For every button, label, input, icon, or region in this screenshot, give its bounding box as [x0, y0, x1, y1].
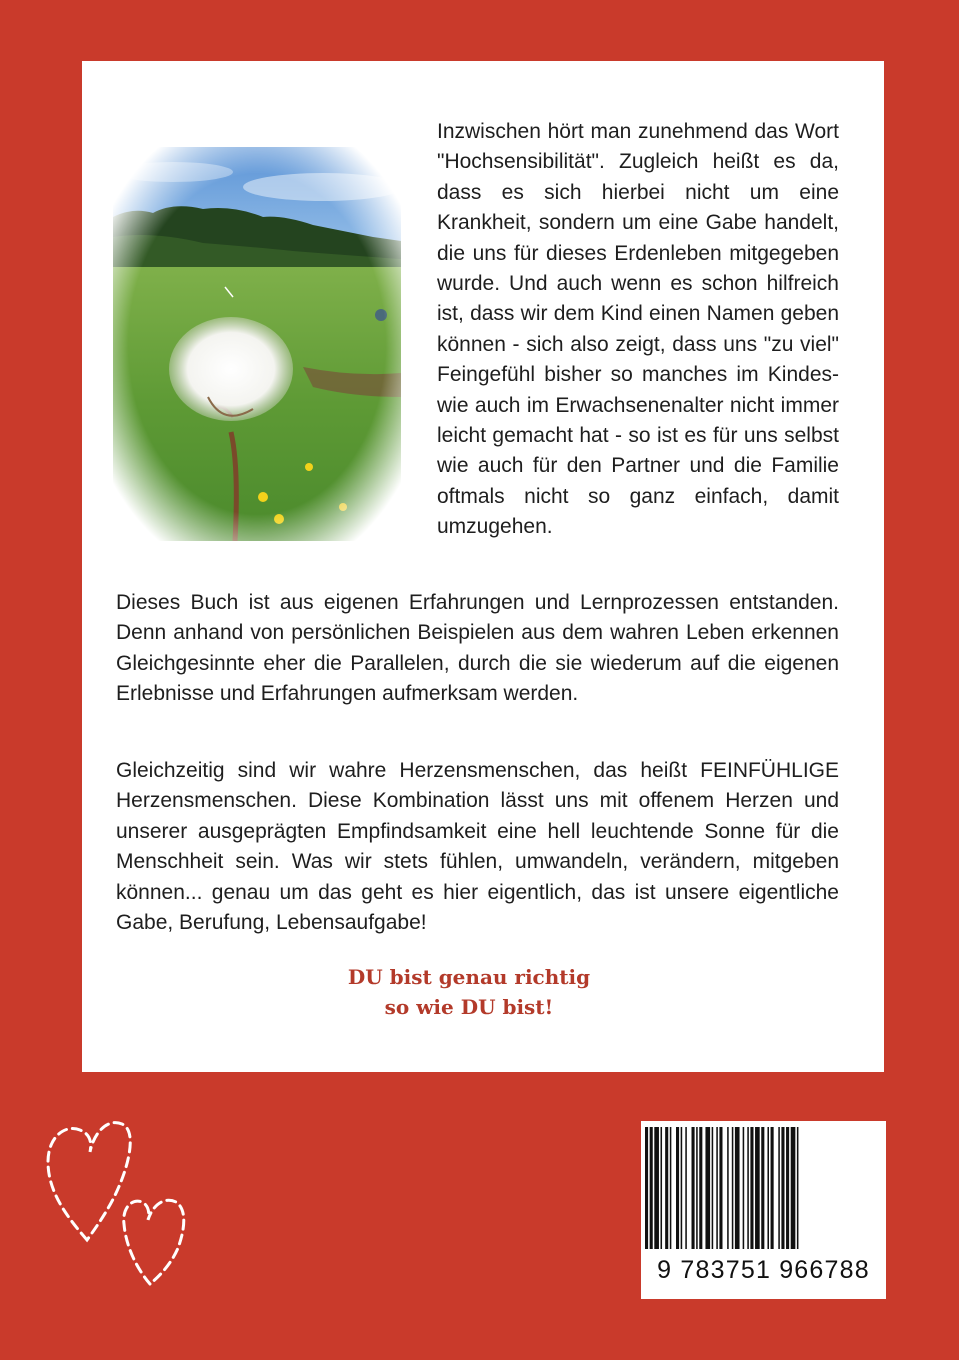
barcode-bar	[735, 1127, 740, 1249]
barcode-bar	[670, 1127, 672, 1249]
barcode-bar	[645, 1127, 648, 1249]
barcode-bar	[696, 1127, 698, 1249]
slogan	[269, 962, 669, 1022]
barcode-bar	[797, 1127, 799, 1249]
dandelion-meadow-image	[113, 147, 401, 541]
paragraph-2: Gleichzeitig sind wir wahre Herzensmenschen, das heißt FEINFÜHLIGE Herzensmenschen. Diese Kombination lässt uns mit offenem Herzen und unserer ausgeprägten Empfindsamkeit eine hell leuchtende Sonne für die Menschheit sein. Was wir stets fühlen, umwandeln, verändern, mitgeben können... genau um das geht es hier eigentlich, das ist unsere eigentliche Gabe, Berufung, Lebensaufgabe!	[116, 759, 839, 935]
barcode-bar	[786, 1127, 789, 1249]
barcode-bar	[712, 1127, 714, 1249]
barcode-bar	[755, 1127, 760, 1249]
isbn-barcode	[641, 1121, 886, 1299]
barcode-bar	[781, 1127, 784, 1249]
barcode-bar	[719, 1127, 722, 1249]
dashed-hearts-icon	[40, 1112, 200, 1296]
paragraph-1: Dieses Buch ist aus eigenen Erfahrungen und Lernprozessen entstanden. Denn anhand von persönlichen Beispielen aus dem wahren Leben erkennen Gleichgesinnte eher die Parallelen, durch die sie wiederum auf die eigenen Erlebnisse und Erfahrungen aufmerksam werden.	[116, 591, 839, 706]
barcode-bar	[778, 1127, 780, 1249]
barcode-bar	[692, 1127, 695, 1249]
barcode-bar	[771, 1127, 774, 1249]
barcode-bar	[767, 1127, 769, 1249]
barcode-bar	[705, 1127, 710, 1249]
barcode-bar	[685, 1127, 687, 1249]
barcode-bar	[743, 1127, 745, 1249]
barcode-bar	[665, 1127, 668, 1249]
barcode-bar	[654, 1127, 659, 1249]
barcode-bar	[732, 1127, 734, 1249]
barcode-bars	[641, 1121, 886, 1256]
barcode-bar	[699, 1127, 702, 1249]
barcode-bar	[727, 1127, 729, 1249]
slogan-line-2: so wie DU bist!	[384, 995, 554, 1019]
barcode-bar	[676, 1127, 679, 1249]
barcode-bar	[661, 1127, 663, 1249]
isbn-number: 9 783751 966788	[657, 1256, 870, 1284]
barcode-bar	[761, 1127, 764, 1249]
barcode-bar	[650, 1127, 653, 1249]
intro-text: Inzwischen hört man zunehmend das Wort "Hochsensibilität". Zugleich heißt es da, dass es sich hierbei nicht um eine Krankheit, sondern um eine Gabe handelt, die uns für dieses Erdenleben mitgegeben wurde. Und auch wenn es schon hilfreich ist, dass wir dem Kind einen Namen geben können - sich also zeigt, dass uns "zu viel" Feingefühl bisher so manches im Kindes- wie auch im Erwachsenenalter nicht immer leicht gemacht hat - so ist es für uns selbst wie auch für den Partner und die Familie oftmals nicht so ganz einfach, damit umzugehen.	[437, 120, 839, 539]
barcode-bar	[750, 1127, 753, 1249]
dandelion-photo	[113, 147, 401, 541]
barcode-bar	[791, 1127, 796, 1249]
barcode-bar	[747, 1127, 749, 1249]
slogan-line-1: DU bist genau richtig	[347, 965, 591, 989]
barcode-bar	[681, 1127, 683, 1249]
barcode-bar	[716, 1127, 718, 1249]
